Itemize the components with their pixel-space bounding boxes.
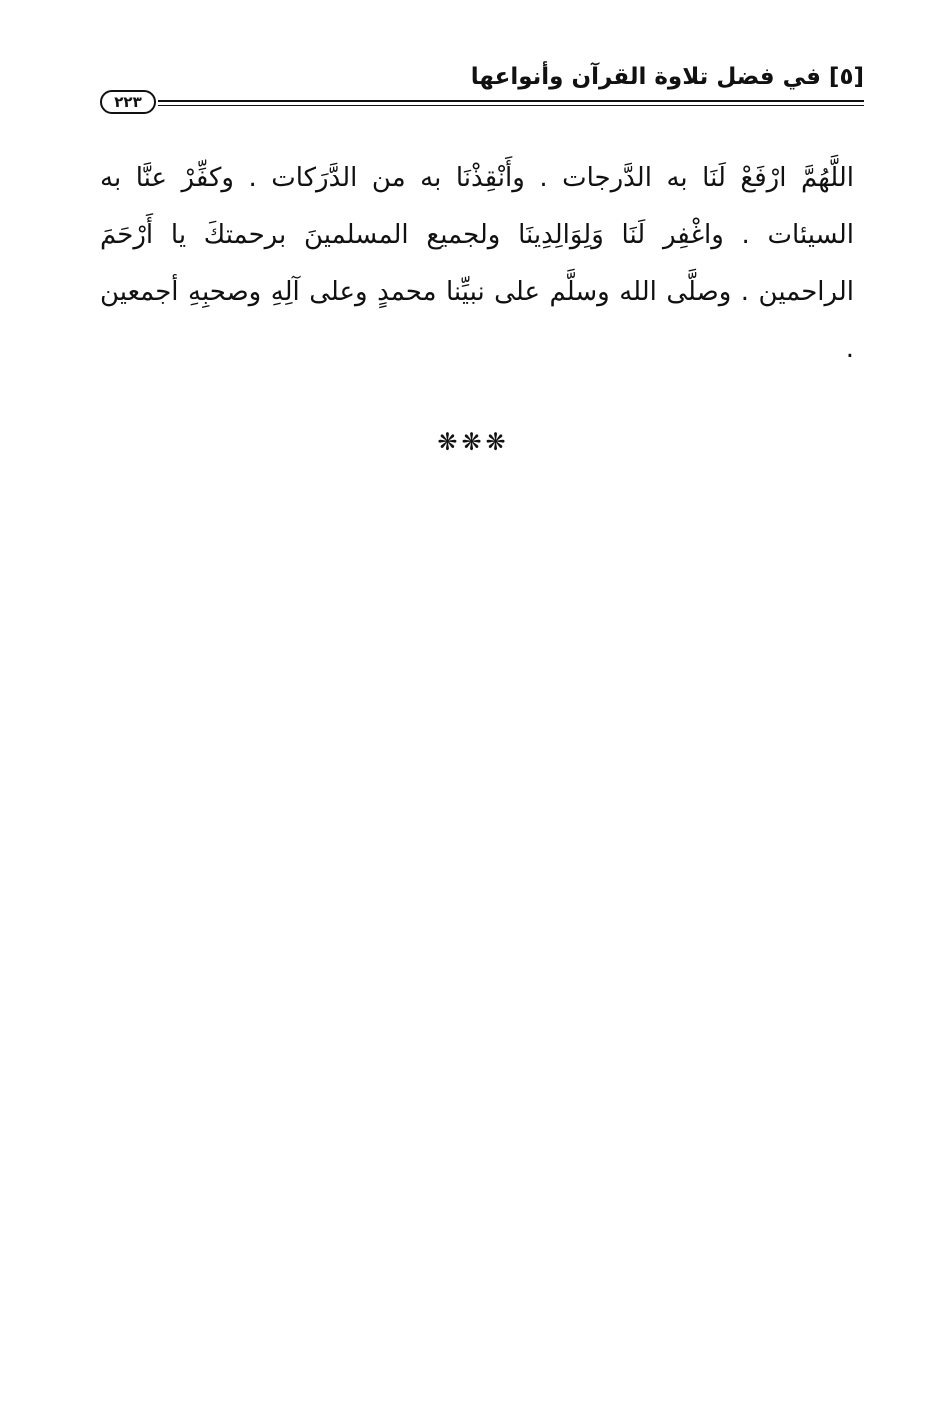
page-number-badge: ٢٢٣ [100,90,156,114]
chapter-title: [٥] في فضل تلاوة القرآن وأنواعها [470,64,864,90]
header-rule-thin [158,105,864,106]
header-rule [158,100,864,102]
page-header [100,60,864,120]
body-paragraph: اللَّهُمَّ ارْفَعْ لَنَا به الدَّرجات . وأَنْقِذْنَا به من الدَّرَكات . وكفِّرْ عنَّا به السيئات . واغْفِر لَنَا وَلِوَالِدِينَا ولجميع المسلمينَ برحمتكَ يا أَرْحَمَ الراحمين . وصلَّى الله وسلَّم على نبيِّنا محمدٍ وعلى آلِهِ وصحبِهِ أجمعين . [100,163,854,364]
section-ornament: ❋❋❋ [437,428,510,456]
